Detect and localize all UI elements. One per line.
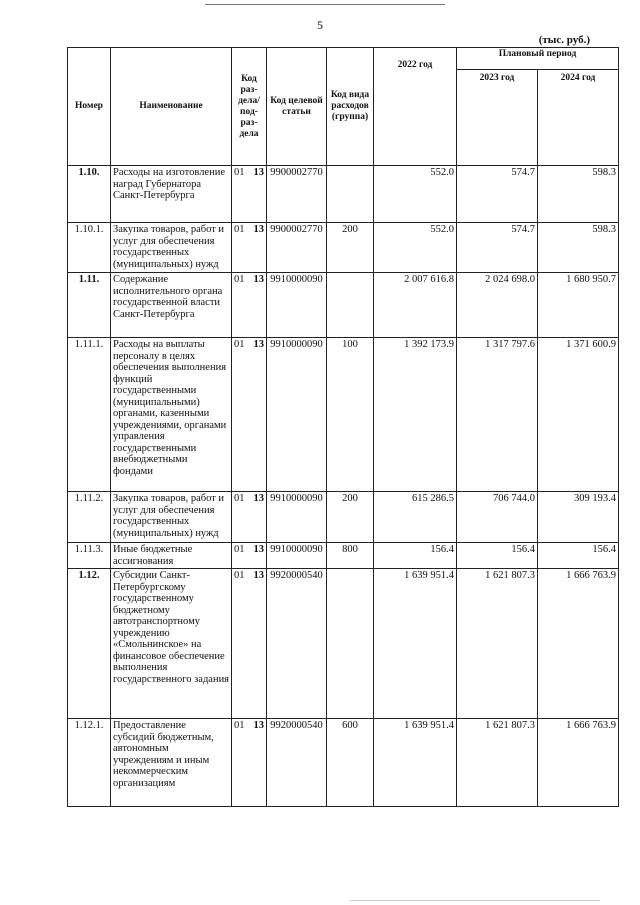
table-row (68, 166, 619, 223)
row-vid (327, 273, 374, 338)
budget-table (67, 47, 619, 807)
row-razdel (232, 569, 267, 719)
row-vid: 100 (327, 338, 374, 492)
row-name: Расходы на изготовление наград Губернатора Санкт-Петербурга (111, 166, 232, 223)
row-name: Содержание исполнительного органа государственной власти Санкт-Петербурга (111, 273, 232, 338)
razdel-code: 01 (234, 167, 245, 178)
row-vid: 600 (327, 719, 374, 807)
row-2024: 156.4 (538, 543, 619, 569)
header-2024: 2024 год (538, 70, 619, 166)
podrazdel-code: 13 (253, 167, 264, 178)
units-label: (тыс. руб.) (538, 34, 590, 46)
podrazdel-code: 13 (253, 493, 264, 504)
row-number: 1.10.1. (68, 223, 111, 273)
row-2024: 598.3 (538, 166, 619, 223)
row-2023: 706 744.0 (457, 492, 538, 543)
table-row (68, 338, 619, 492)
header-name: Наименование (111, 48, 232, 166)
razdel-code: 01 (234, 570, 245, 581)
row-2024: 1 666 763.9 (538, 569, 619, 719)
header-2022: 2022 год (374, 48, 457, 166)
header-plan: Плановый период (457, 48, 619, 70)
row-celevaya: 9920000540 (267, 569, 327, 719)
row-2022: 1 639 951.4 (374, 719, 457, 807)
row-celevaya: 9900002770 (267, 223, 327, 273)
table-row (68, 492, 619, 543)
podrazdel-code: 13 (253, 570, 264, 581)
podrazdel-code: 13 (253, 544, 264, 555)
header-razdel: Код раз-дела/ под-раз-дела (232, 48, 267, 166)
table-row (68, 719, 619, 807)
row-name: Расходы на выплаты персоналу в целях обеспечения выполнения функций государственными (муниципальными) органами, казенными учреждениями, органами управления государственными внебюджетными фондами (111, 338, 232, 492)
row-2024: 1 666 763.9 (538, 719, 619, 807)
row-2022: 156.4 (374, 543, 457, 569)
header-nomer: Номер (68, 48, 111, 166)
row-razdel (232, 719, 267, 807)
header-vid: Код вида расходов (группа) (327, 48, 374, 166)
page-number: 5 (317, 18, 323, 32)
table-row (68, 273, 619, 338)
row-2022: 615 286.5 (374, 492, 457, 543)
row-number: 1.11.3. (68, 543, 111, 569)
row-razdel (232, 543, 267, 569)
razdel-code: 01 (234, 544, 245, 555)
row-celevaya: 9910000090 (267, 492, 327, 543)
row-number: 1.11. (68, 273, 111, 338)
table-row (68, 569, 619, 719)
row-2022: 1 639 951.4 (374, 569, 457, 719)
row-razdel (232, 166, 267, 223)
row-name: Предоставление субсидий бюджетным, автономным учреждениям и иным некоммерческим организациям (111, 719, 232, 807)
row-2022: 552.0 (374, 166, 457, 223)
razdel-code: 01 (234, 339, 245, 350)
row-2022: 2 007 616.8 (374, 273, 457, 338)
table-row (68, 223, 619, 273)
row-vid: 800 (327, 543, 374, 569)
row-2023: 1 621 807.3 (457, 569, 538, 719)
row-2023: 2 024 698.0 (457, 273, 538, 338)
row-razdel (232, 273, 267, 338)
row-vid: 200 (327, 223, 374, 273)
razdel-code: 01 (234, 493, 245, 504)
row-name: Закупка товаров, работ и услуг для обеспечения государственных (муниципальных) нужд (111, 492, 232, 543)
row-2024: 1 680 950.7 (538, 273, 619, 338)
row-razdel (232, 223, 267, 273)
row-2024: 309 193.4 (538, 492, 619, 543)
row-number: 1.10. (68, 166, 111, 223)
podrazdel-code: 13 (253, 224, 264, 235)
podrazdel-code: 13 (253, 339, 264, 350)
razdel-code: 01 (234, 720, 245, 731)
row-celevaya: 9900002770 (267, 166, 327, 223)
header-celevaya: Код целевой статьи (267, 48, 327, 166)
row-vid (327, 166, 374, 223)
row-2024: 598.3 (538, 223, 619, 273)
razdel-code: 01 (234, 274, 245, 285)
row-celevaya: 9910000090 (267, 273, 327, 338)
row-2023: 574.7 (457, 166, 538, 223)
podrazdel-code: 13 (253, 720, 264, 731)
row-2023: 156.4 (457, 543, 538, 569)
top-rule (205, 4, 445, 5)
row-2024: 1 371 600.9 (538, 338, 619, 492)
row-name: Закупка товаров, работ и услуг для обеспечения государственных (муниципальных) нужд (111, 223, 232, 273)
row-vid (327, 569, 374, 719)
podrazdel-code: 13 (253, 274, 264, 285)
row-2023: 574.7 (457, 223, 538, 273)
row-2023: 1 317 797.6 (457, 338, 538, 492)
row-2023: 1 621 807.3 (457, 719, 538, 807)
row-razdel (232, 492, 267, 543)
row-razdel (232, 338, 267, 492)
row-2022: 1 392 173.9 (374, 338, 457, 492)
row-name: Иные бюджетные ассигнования (111, 543, 232, 569)
row-number: 1.12. (68, 569, 111, 719)
bottom-rule (350, 900, 600, 901)
row-celevaya: 9910000090 (267, 338, 327, 492)
row-name: Субсидии Санкт-Петербургскому государственному бюджетному автотранспортному учреждению «Смольнинское» на финансовое обеспечение выполнения государственного задания (111, 569, 232, 719)
row-vid: 200 (327, 492, 374, 543)
row-celevaya: 9920000540 (267, 719, 327, 807)
table-row (68, 543, 619, 569)
razdel-code: 01 (234, 224, 245, 235)
row-number: 1.12.1. (68, 719, 111, 807)
row-2022: 552.0 (374, 223, 457, 273)
row-number: 1.11.1. (68, 338, 111, 492)
row-number: 1.11.2. (68, 492, 111, 543)
row-celevaya: 9910000090 (267, 543, 327, 569)
header-2023: 2023 год (457, 70, 538, 166)
